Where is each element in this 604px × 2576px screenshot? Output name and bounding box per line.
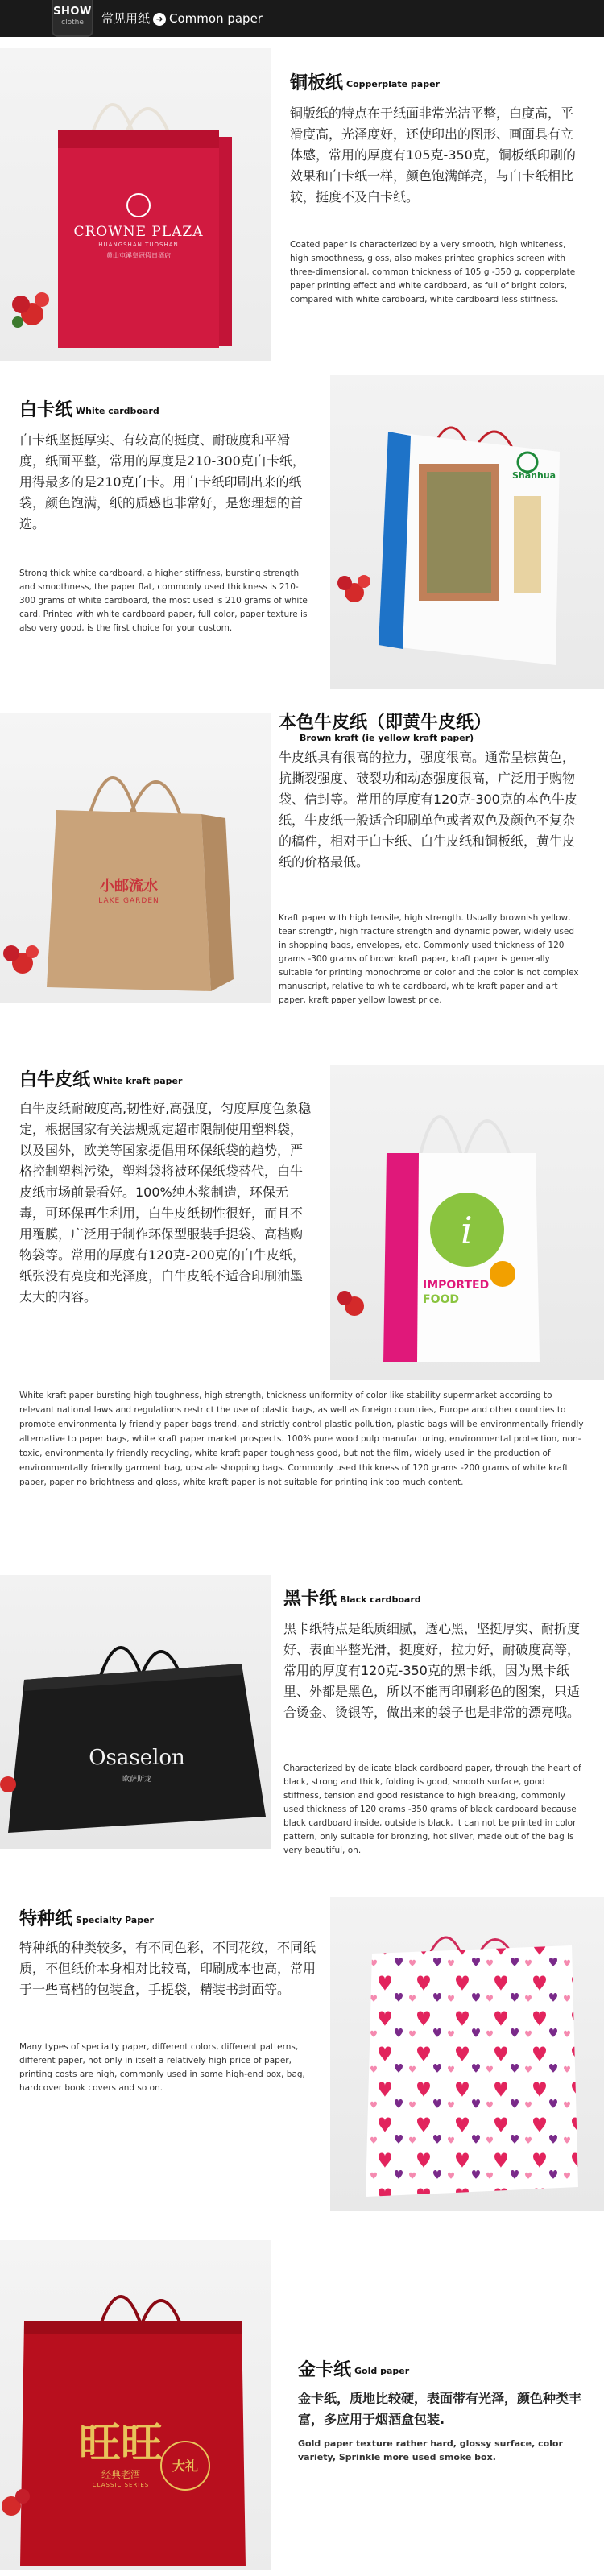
gold-card-desc-en: Gold paper texture rather hard, glossy surface, color variety, Sprinkle more used smoke box.: [298, 2438, 563, 2462]
bag-sub-en: CLASSIC SERIES: [92, 2482, 150, 2488]
coated-title-en: Copperplate paper: [346, 79, 440, 89]
bag-brand-cn: 小邮流水: [100, 878, 158, 895]
white-card-desc-en: Strong thick white cardboard, a higher stiffness, bursting strength and smoothness, the paper flat, commonly used thickness is 210-300 grams of white cardboard, the most used is 210 grams of white card. Printed with white cardboard paper, full color, paper texture is also very good, is the first choice for your custom.: [19, 569, 308, 633]
gold-card-title-en: Gold paper: [354, 2366, 410, 2376]
specialty-title-en: Specialty Paper: [76, 1915, 154, 1925]
gold-bag-photo: [0, 2240, 271, 2570]
specialty-title-cn: 特种纸: [19, 1909, 73, 1929]
gold-red-bag-illustration: [0, 2240, 271, 2570]
badge-bottom-text: clothe: [61, 19, 84, 27]
specialty-desc-cn: 特种纸的种类较多，有不同色彩，不同花纹，不同纸质，不但纸价本身相对比较高，印刷成本也高，常用于一些高档的包装盒，手提袋，精装书封面等。: [19, 1940, 316, 1997]
white-kraft-title-cn: 白牛皮纸: [19, 1070, 91, 1090]
bag-text-line1: IMPORTED: [423, 1279, 490, 1292]
black-bag-photo: [0, 1575, 271, 1849]
white-card-title: [19, 396, 159, 421]
coated-bag-photo: [0, 48, 271, 361]
heart-pattern-bag-illustration: [330, 1897, 604, 2211]
section-specialty-paper: [0, 1897, 604, 2235]
kraft-bag-illustration: [0, 713, 271, 1003]
black-card-title-cn: 黑卡纸: [283, 1589, 337, 1609]
white-kraft-title: [19, 1066, 182, 1091]
white-card-desc-cn: 白卡纸坚挺厚实、有较高的挺度、耐破度和平滑度，纸面平整，常用的厚度是210-300克白卡纸，用得最多的是210克白卡。用白卡纸印刷出来的纸袋，颜色饱满，纸的质感也非常好，是您理想的首选。: [19, 432, 305, 531]
bag-brand-text: CROWNE PLAZA: [73, 224, 204, 240]
brown-kraft-desc-en: Kraft paper with high tensile, high strength. Usually brownish yellow, tear strength, high fracture strength and dynamic power, widely used in shopping bags, envelopes, etc. Commonly used thickness of 120 grams -300 grams of brown kraft paper, kraft paper is generally suitable for printing monochrome or color and the color is not complex manuscript, relative to white cardboard, white kraft paper and art paper, kraft paper yellow lowest price.: [279, 913, 579, 1005]
header-bar: [0, 0, 604, 37]
bag-brand-text: Osaselon: [89, 1746, 185, 1770]
brown-kraft-title-cn: 本色牛皮纸（即黄牛皮纸）: [279, 713, 492, 733]
white-card-title-cn: 白卡纸: [19, 400, 73, 420]
specialty-desc-en: Many types of specialty paper, different colors, different patterns, different paper, not only in itself a relatively high price of paper, printing costs are high, commonly used in some high-end box, bag, hardcover book covers and so on.: [19, 2042, 305, 2093]
bag-seal-text: 大礼: [172, 2458, 198, 2474]
svg-text:i: i: [461, 1209, 473, 1252]
white-kraft-desc-en: White kraft paper bursting high toughness, high strength, thickness uniformity of color like stability supermarket according to relevant national laws and regulations restrict the use of plastic bags, as well as foreign countries, Europe and other countries to promote environmentally friendly paper bags trend, and strictly control plastic pollution, plastic bags will be environmentally friendly alternative to paper bags, white kraft paper market prospects. 100% pure wood pulp manufacturing, environmental protection, non-toxic, environmentally friendly recycling, white kraft paper toughness good, but not the film, widely used in the production of environmentally friendly garment bag, upscale shopping bags. Commonly used thickness of 120 grams -200 grams of white kraft paper, paper no brightness and gloss, white kraft paper is not suitable for printing ink too much content.: [19, 1391, 584, 1487]
black-card-desc-cn: 黑卡纸特点是纸质细腻，透心黑，坚挺厚实、耐折度好、表面平整光滑，挺度好，拉力好，耐破度高等，常用的厚度有120克-350克的黑卡纸，因为黑卡纸里、外都是黑色，所以不能再印刷彩色的图案，只适合烫金、烫银等，做出来的袋子也是非常的漂亮哦。: [283, 1621, 581, 1720]
brown-kraft-bag-photo: [0, 713, 271, 1003]
section-white-cardboard: [0, 367, 604, 705]
gold-card-desc-cn: 金卡纸，质地比较硬，表面带有光泽，颜色种类丰富，多应用于烟酒盒包装.: [298, 2391, 582, 2427]
white-bag-illustration: [330, 375, 604, 689]
header-title-en: Common paper: [169, 11, 263, 26]
section-brown-kraft: [0, 705, 604, 1060]
white-kraft-bag-photo: [330, 1065, 604, 1380]
crimson-bag-illustration: [0, 48, 271, 361]
bag-brand-sub: HUANGSHAN TUOSHAN: [98, 242, 179, 248]
header-title: [101, 10, 263, 27]
gold-card-title: [298, 2356, 409, 2381]
coated-desc-cn: 铜版纸的特点在于纸面非常光洁平整，白度高，平滑度高，光泽度好，还使印出的图形、画面具有立体感，常用的厚度有105克-350克，铜板纸印刷的效果和白卡纸一样，颜色饱满鲜亮，与白卡纸相比较，挺度不及白卡纸。: [290, 105, 576, 205]
specialty-bag-photo: [330, 1897, 604, 2211]
coated-title-cn: 铜板纸: [290, 73, 344, 93]
coated-desc-en: Coated paper is characterized by a very smooth, high whiteness, high smoothness, gloss, also makes printed graphics screen with three-dimensional, common thickness of 105 g -350 g, copperplate paper printing effect and white cardboard, as full of bright colors, compared with white cardboard, white cardboard less stiffness.: [290, 240, 576, 304]
white-kraft-title-en: White kraft paper: [93, 1076, 183, 1086]
logo-badge: [52, 0, 93, 37]
bag-brand-cn: 黄山屯溪皇冠假日酒店: [106, 252, 171, 259]
brown-kraft-title-en: Brown kraft (ie yellow kraft paper): [300, 733, 474, 743]
bag-brand-en: LAKE GARDEN: [98, 897, 159, 905]
white-card-bag-photo: [330, 375, 604, 689]
section-gold-paper: [0, 2235, 604, 2576]
black-bag-illustration: [0, 1575, 271, 1849]
header-title-cn: 常见用纸: [101, 11, 151, 26]
bag-sub-text: 经典老酒: [101, 2469, 140, 2480]
black-card-title-en: Black cardboard: [340, 1594, 421, 1605]
black-card-title: [283, 1585, 421, 1610]
specialty-title: [19, 1905, 154, 1930]
white-card-title-en: White cardboard: [76, 406, 159, 416]
bag-brand-cn: 欧萨斯龙: [122, 1776, 151, 1784]
black-card-desc-en: Characterized by delicate black cardboard paper, through the heart of black, strong and thick, folding is good, smooth surface, good stiffness, tension and good resistance to high breaking, commonly used thickness of 120 grams -350 grams of black cardboard because black cardboard inside, outside is black, it can not be printed in color pattern, only suitable for bronzing, hot silver, made out of the bag is very beautiful, oh.: [283, 1764, 581, 1855]
section-coated-paper: [0, 37, 604, 367]
bag-text-line2: FOOD: [423, 1293, 459, 1306]
bag-big-text: 旺旺: [78, 2420, 163, 2468]
section-white-kraft: [0, 1060, 604, 1575]
gold-card-title-cn: 金卡纸: [298, 2360, 352, 2380]
coated-title: [290, 69, 440, 94]
bag-brand-text: Shanhua: [512, 470, 556, 481]
section-black-cardboard: [0, 1575, 604, 1897]
brown-kraft-desc-cn: 牛皮纸具有很高的拉力，强度很高。通常呈棕黄色，抗撕裂强度、破裂功和动态强度很高，广泛用于购物袋、信封等。常用的厚度有120克-300克的本色牛皮纸，牛皮纸一般适合印刷单色或者双色及颜色不复杂的稿件，相对于白卡纸、白牛皮纸和铜板纸，黄牛皮纸的价格最低。: [279, 750, 577, 870]
white-kraft-desc-cn: 白牛皮纸耐破度高,韧性好,高强度，匀度厚度色象稳定，根据国家有关法规规定超市限制使用塑料袋，以及国外，欧美等国家提倡用环保纸袋的趋势，严格控制塑料污染，塑料袋将被环保纸袋替代，白牛皮纸市场前景看好。100%纯木浆制造，环保无毒，可环保再生利用，白牛皮纸韧性很好，而且不用覆膜，广泛用于制作环保型服装手提袋、高档购物袋等。常用的厚度有120克-200克的白牛皮纸，纸张没有亮度和光泽度，白牛皮纸不适合印刷油墨太大的内容。: [19, 1101, 312, 1305]
white-kraft-bag-illustration: [330, 1065, 604, 1380]
circle-arrow-right-icon: ➜: [153, 13, 166, 26]
badge-top-text: SHOW: [53, 6, 92, 18]
